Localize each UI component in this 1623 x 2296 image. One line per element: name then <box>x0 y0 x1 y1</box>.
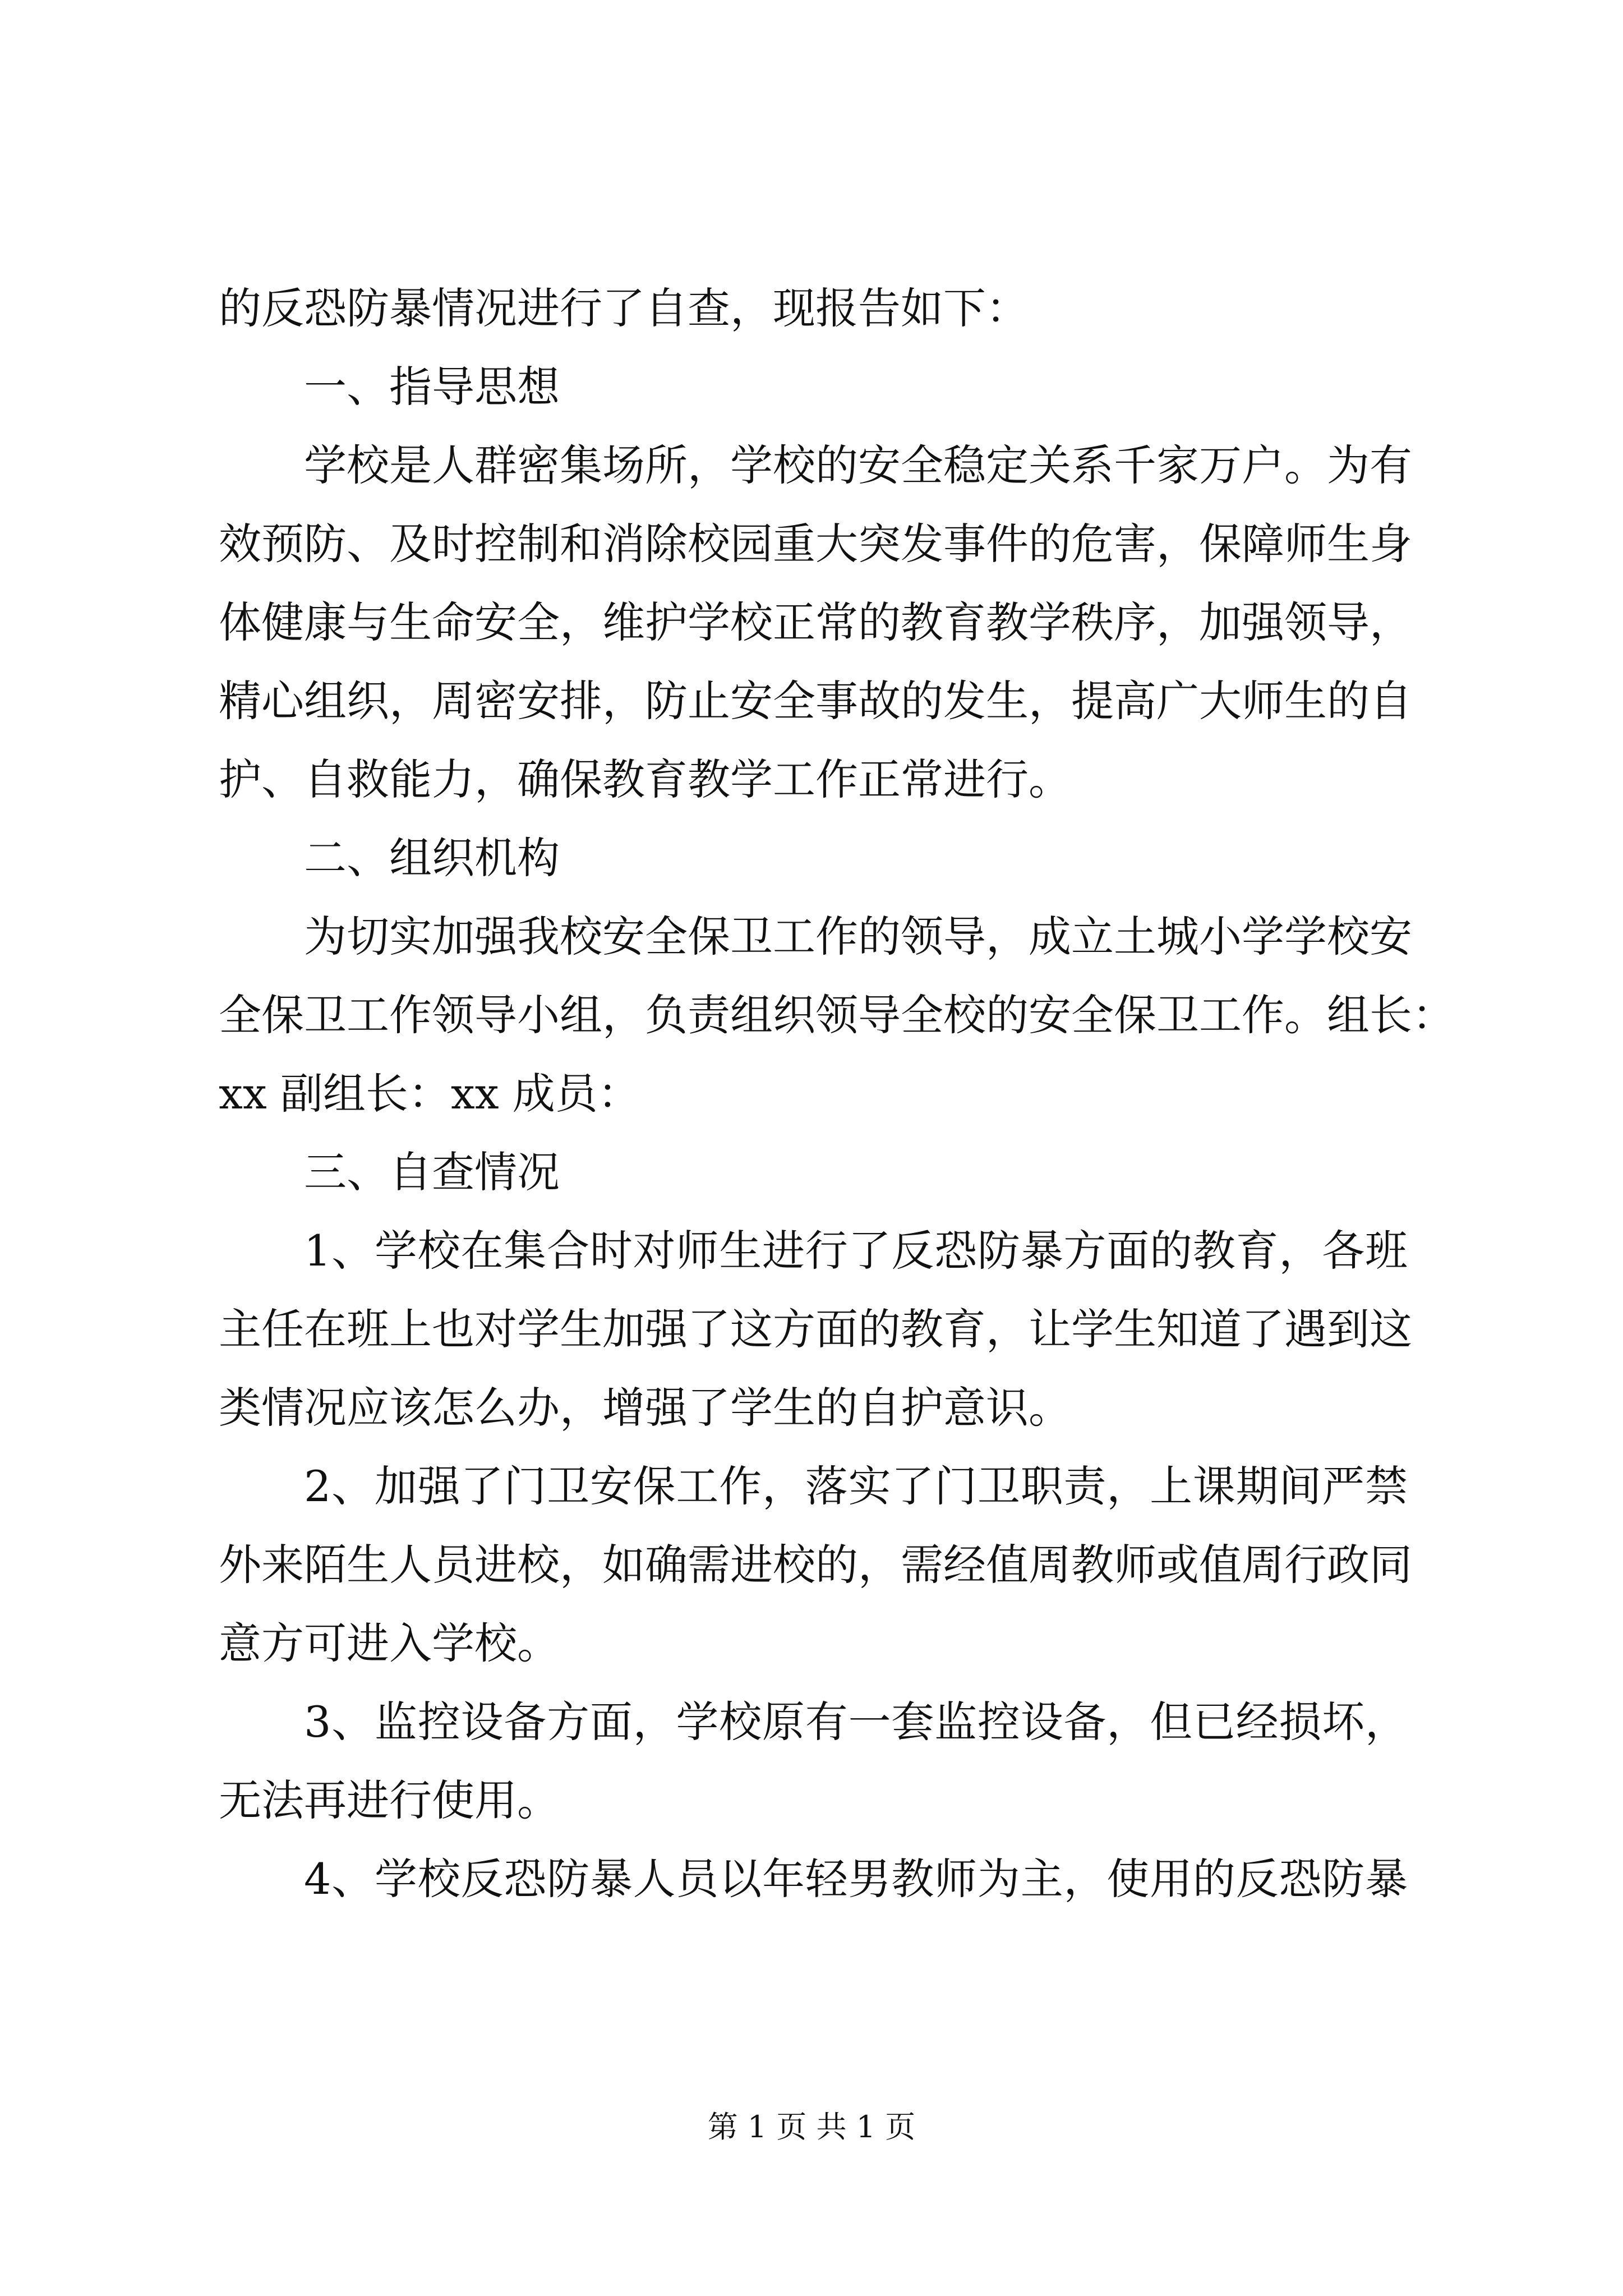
text-line: 护、自救能力，确保教育教学工作正常进行。 <box>219 754 1071 804</box>
text-line: 体健康与生命安全，维护学校正常的教育教学秩序，加强领导， <box>219 597 1412 647</box>
page-footer: 第 1 页 共 1 页 <box>707 2109 916 2145</box>
text-line: 4、学校反恐防暴人员以年轻男教师为主，使用的反恐防暴 <box>304 1854 1408 1904</box>
text-line: 3、监控设备方面，学校原有一套监控设备，但已经损坏， <box>304 1697 1408 1747</box>
text-line: 全保卫工作领导小组，负责组织领导全校的安全保卫工作。组长： <box>219 990 1455 1040</box>
text-line: 精心组织，周密安排，防止安全事故的发生，提高广大师生的自 <box>219 676 1412 726</box>
section-heading: 三、自查情况 <box>304 1147 560 1197</box>
text-line: 类情况应该怎么办，增强了学生的自护意识。 <box>219 1383 1071 1433</box>
text-line: 1、学校在集合时对师生进行了反恐防暴方面的教育，各班 <box>304 1226 1408 1276</box>
text-line: 学校是人群密集场所，学校的安全稳定关系千家万户。为有 <box>304 440 1412 490</box>
text-line: 意方可进入学校。 <box>219 1618 560 1668</box>
text-line: 效预防、及时控制和消除校园重大突发事件的危害，保障师生身 <box>219 519 1412 569</box>
text-line: 的反恐防暴情况进行了自查，现报告如下： <box>219 283 1029 333</box>
text-line: 外来陌生人员进校，如确需进校的，需经值周教师或值周行政同 <box>219 1540 1412 1590</box>
section-heading: 一、指导思想 <box>304 362 560 412</box>
text-line: 2、加强了门卫安保工作，落实了门卫职责，上课期间严禁 <box>304 1461 1408 1511</box>
text-line: 主任在班上也对学生加强了这方面的教育，让学生知道了遇到这 <box>219 1304 1412 1354</box>
text-line: 无法再进行使用。 <box>219 1775 560 1825</box>
text-line: xx 副组长：xx 成员： <box>219 1069 640 1119</box>
section-heading: 二、组织机构 <box>304 833 560 883</box>
text-line: 为切实加强我校安全保卫工作的领导，成立土城小学学校安 <box>304 912 1412 961</box>
document-body <box>219 269 1455 1918</box>
